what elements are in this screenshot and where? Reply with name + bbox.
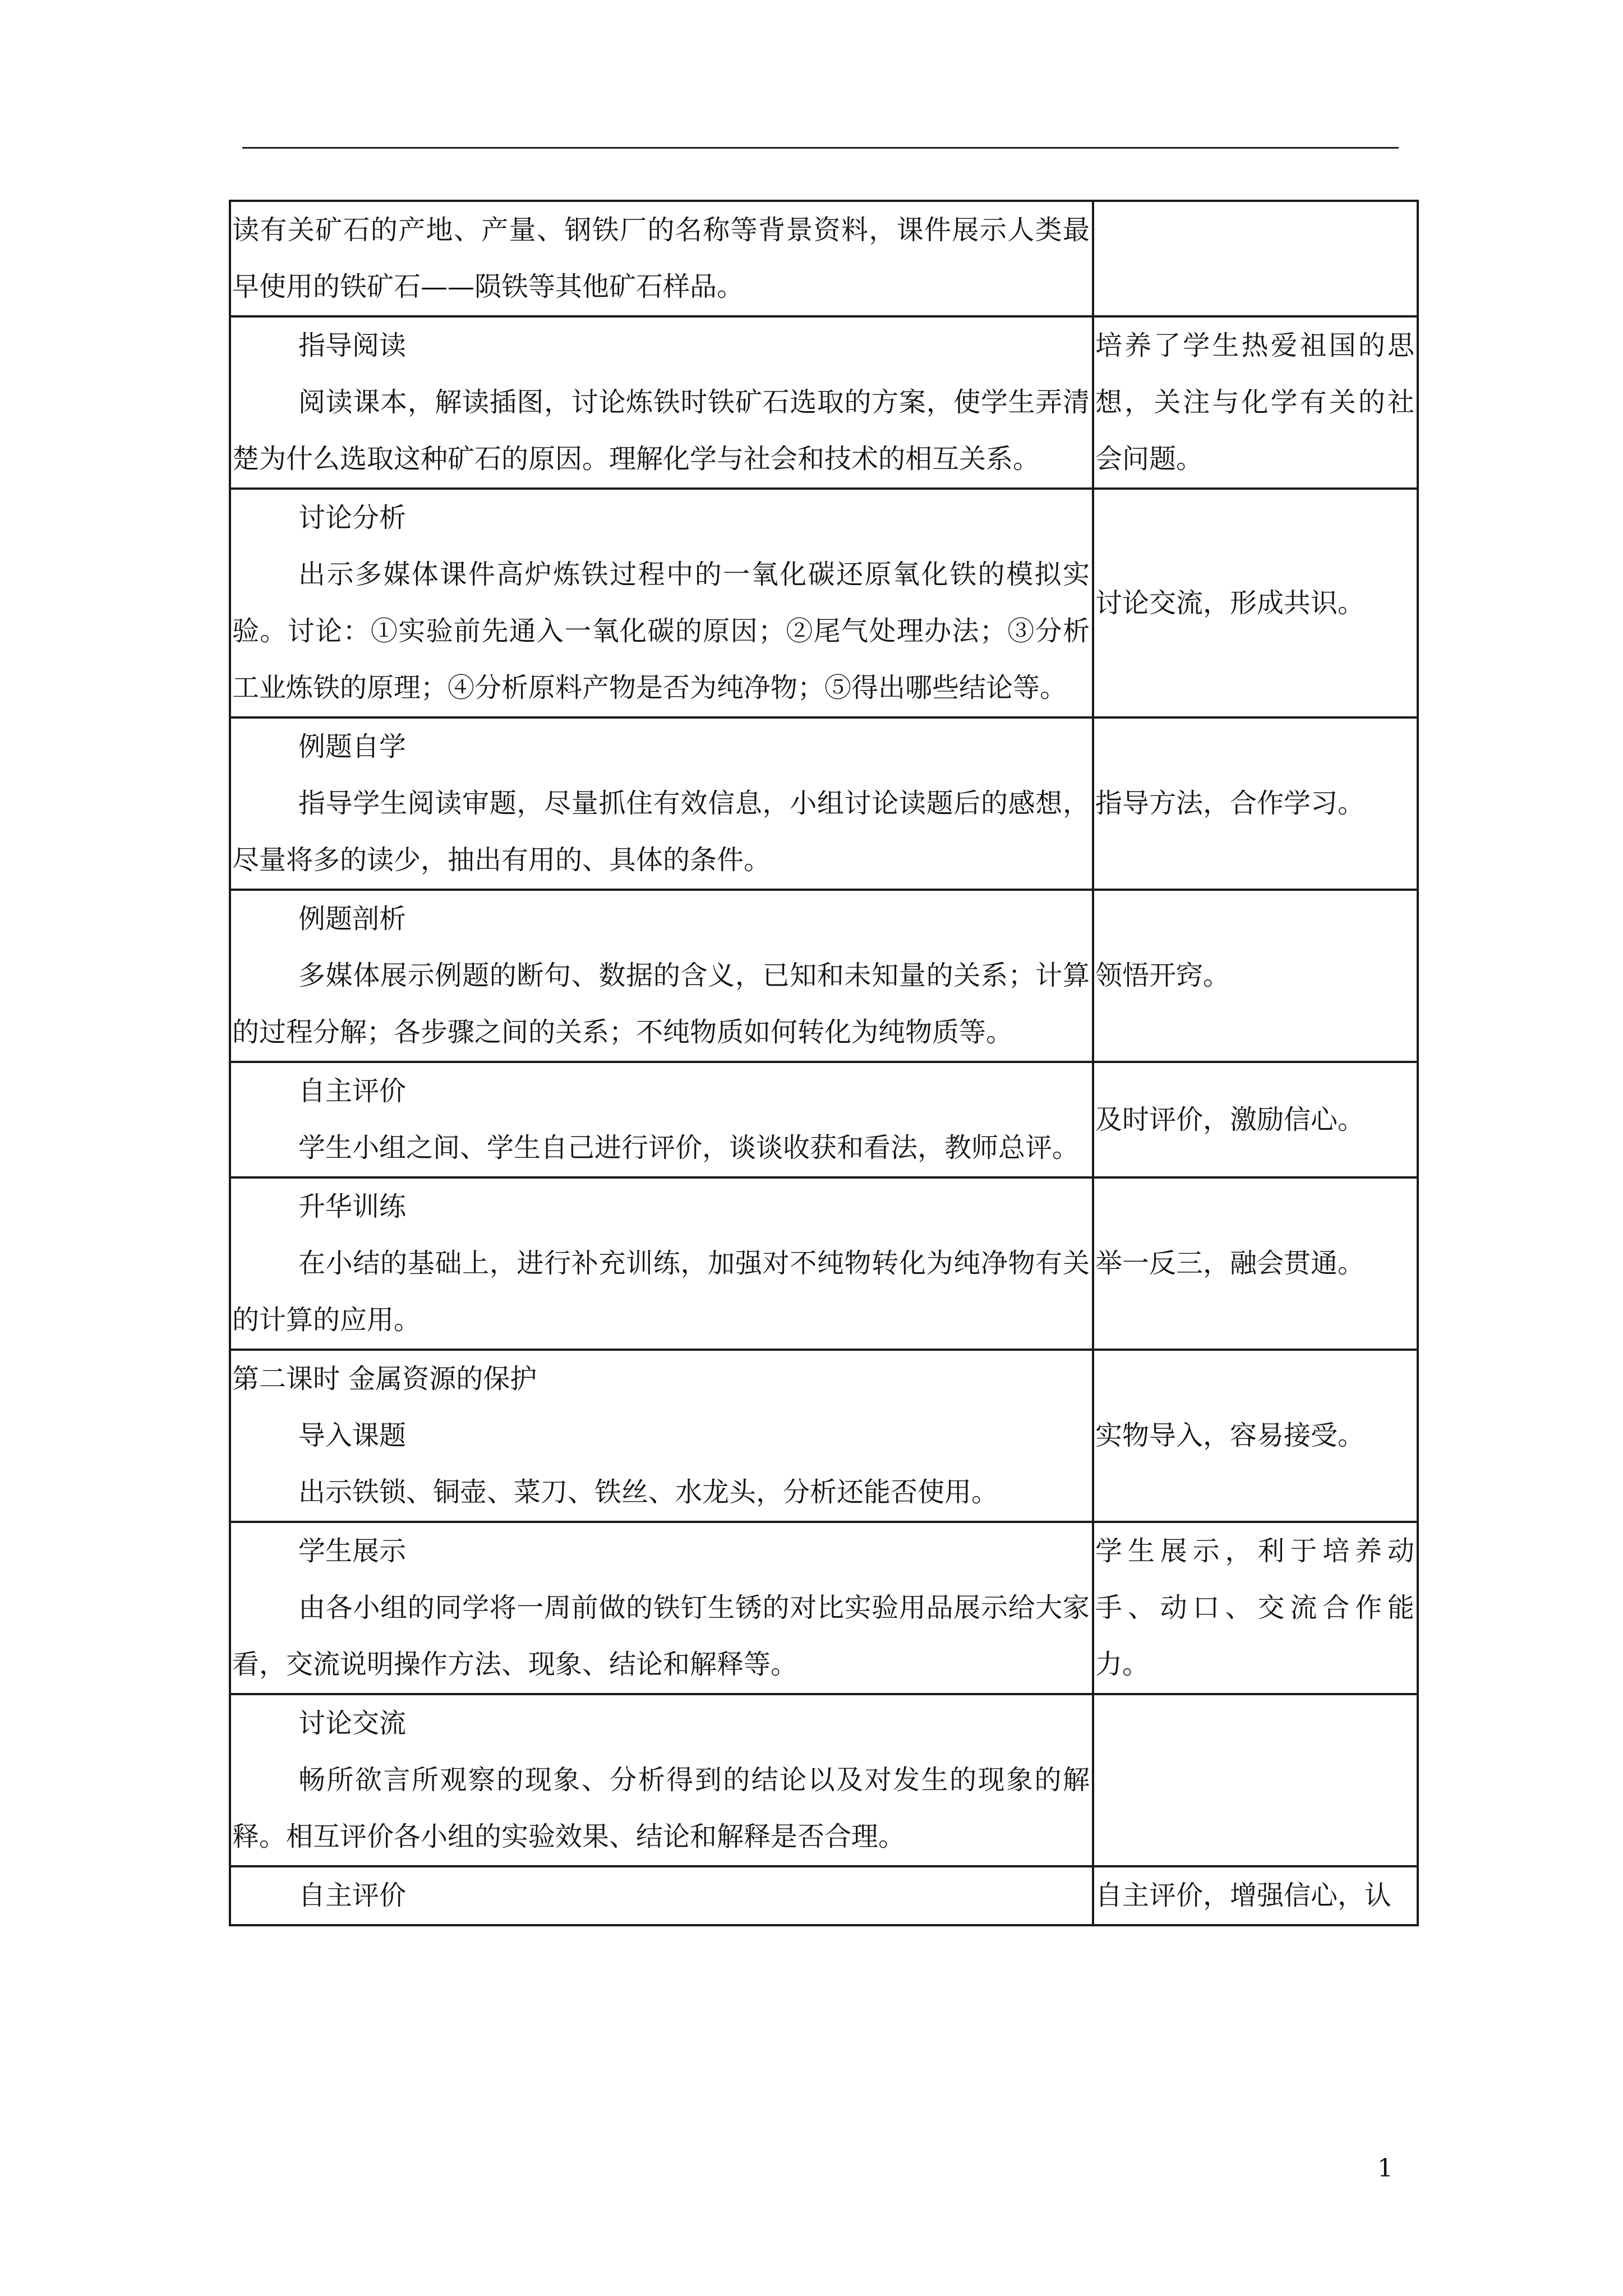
purpose-text: 培养了学生热爱祖国的思想，关注与化学有关的社会问题。 <box>1095 330 1414 475</box>
activity-cell <box>230 717 1093 890</box>
activity-heading: 学生展示 <box>298 1535 407 1567</box>
table-row <box>230 1062 1418 1177</box>
activity-cell <box>230 1177 1093 1350</box>
activity-heading: 例题剖析 <box>298 903 407 935</box>
purpose-text: 举一反三，融会贯通。 <box>1095 1248 1365 1279</box>
table-row <box>230 1866 1418 1925</box>
purpose-cell <box>1093 316 1418 489</box>
activity-text: 阅读课本，解读插图，讨论炼铁时铁矿石选取的方案，使学生弄清楚为什么选取这种矿石的原因。理解化学与社会和技术的相互关系。 <box>232 386 1090 475</box>
activity-text: 畅所欲言所观察的现象、分析得到的结论以及对发生的现象的解释。相互评价各小组的实验效果、结论和解释是否合理。 <box>232 1764 1090 1852</box>
activity-cell <box>230 1694 1093 1866</box>
purpose-cell <box>1093 1177 1418 1350</box>
purpose-cell <box>1093 890 1418 1062</box>
activity-text: 学生小组之间、学生自己进行评价，谈谈收获和看法，教师总评。 <box>298 1132 1080 1163</box>
table-row <box>230 1177 1418 1350</box>
page-number: 1 <box>1377 2154 1393 2183</box>
table-row <box>230 717 1418 890</box>
purpose-text: 讨论交流，形成共识。 <box>1095 587 1365 619</box>
purpose-text: 及时评价，激励信心。 <box>1095 1103 1365 1135</box>
purpose-cell <box>1093 1062 1418 1177</box>
table-row <box>230 1522 1418 1694</box>
lesson-plan-table <box>229 200 1419 1926</box>
activity-text: 出示多媒体课件高炉炼铁过程中的一氧化碳还原氧化铁的模拟实验。讨论：①实验前先通入一氧化碳的原因；②尾气处理办法；③分析工业炼铁的原理；④分析原料产物是否为纯净物；⑤得出哪些结论等。 <box>232 559 1090 703</box>
activity-text: 读有关矿石的产地、产量、钢铁厂的名称等背景资料，课件展示人类最早使用的铁矿石——陨铁等其他矿石样品。 <box>232 214 1090 302</box>
activity-text: 由各小组的同学将一周前做的铁钉生锈的对比实验用品展示给大家看，交流说明操作方法、现象、结论和解释等。 <box>232 1592 1090 1680</box>
activity-heading: 自主评价 <box>298 1075 407 1107</box>
activity-cell <box>230 1062 1093 1177</box>
purpose-cell <box>1093 717 1418 890</box>
table-row <box>230 1694 1418 1866</box>
activity-cell <box>230 1522 1093 1694</box>
table-row <box>230 316 1418 489</box>
activity-text: 在小结的基础上，进行补充训练，加强对不纯物转化为纯净物有关的计算的应用。 <box>232 1248 1090 1336</box>
activity-heading: 自主评价 <box>298 1880 407 1911</box>
table-row <box>230 201 1418 316</box>
activity-heading: 例题自学 <box>298 731 407 762</box>
table-row <box>230 489 1418 717</box>
activity-cell <box>230 1866 1093 1925</box>
activity-cell <box>230 316 1093 489</box>
table-row <box>230 890 1418 1062</box>
purpose-cell <box>1093 201 1418 316</box>
purpose-cell <box>1093 1866 1418 1925</box>
activity-text: 多媒体展示例题的断句、数据的含义，已知和未知量的关系；计算的过程分解；各步骤之间的关系；不纯物质如何转化为纯物质等。 <box>232 960 1090 1048</box>
activity-heading: 升华训练 <box>298 1191 407 1222</box>
purpose-text: 学生展示，利于培养动手、动口、交流合作能力。 <box>1095 1535 1414 1680</box>
activity-heading: 导入课题 <box>298 1420 407 1451</box>
header-rule <box>242 147 1399 149</box>
activity-cell <box>230 890 1093 1062</box>
activity-cell <box>230 1350 1093 1522</box>
activity-cell <box>230 201 1093 316</box>
purpose-text: 自主评价，增强信心，认 <box>1095 1880 1392 1911</box>
purpose-cell <box>1093 489 1418 717</box>
purpose-cell <box>1093 1694 1418 1866</box>
purpose-text: 领悟开窍。 <box>1095 960 1230 991</box>
purpose-cell <box>1093 1350 1418 1522</box>
activity-heading: 讨论交流 <box>298 1708 407 1739</box>
activity-heading: 讨论分析 <box>298 502 407 533</box>
purpose-cell <box>1093 1522 1418 1694</box>
activity-cell <box>230 489 1093 717</box>
activity-text: 指导学生阅读审题，尽量抓住有效信息，小组讨论读题后的感想，尽量将多的读少，抽出有用的、具体的条件。 <box>232 788 1090 876</box>
purpose-text: 实物导入，容易接受。 <box>1095 1420 1365 1451</box>
activity-heading: 指导阅读 <box>298 330 407 361</box>
activity-text: 出示铁锁、铜壶、菜刀、铁丝、水龙头，分析还能否使用。 <box>298 1476 999 1508</box>
section-title: 第二课时 金属资源的保护 <box>232 1363 537 1395</box>
purpose-text: 指导方法，合作学习。 <box>1095 788 1365 819</box>
table-row <box>230 1350 1418 1522</box>
